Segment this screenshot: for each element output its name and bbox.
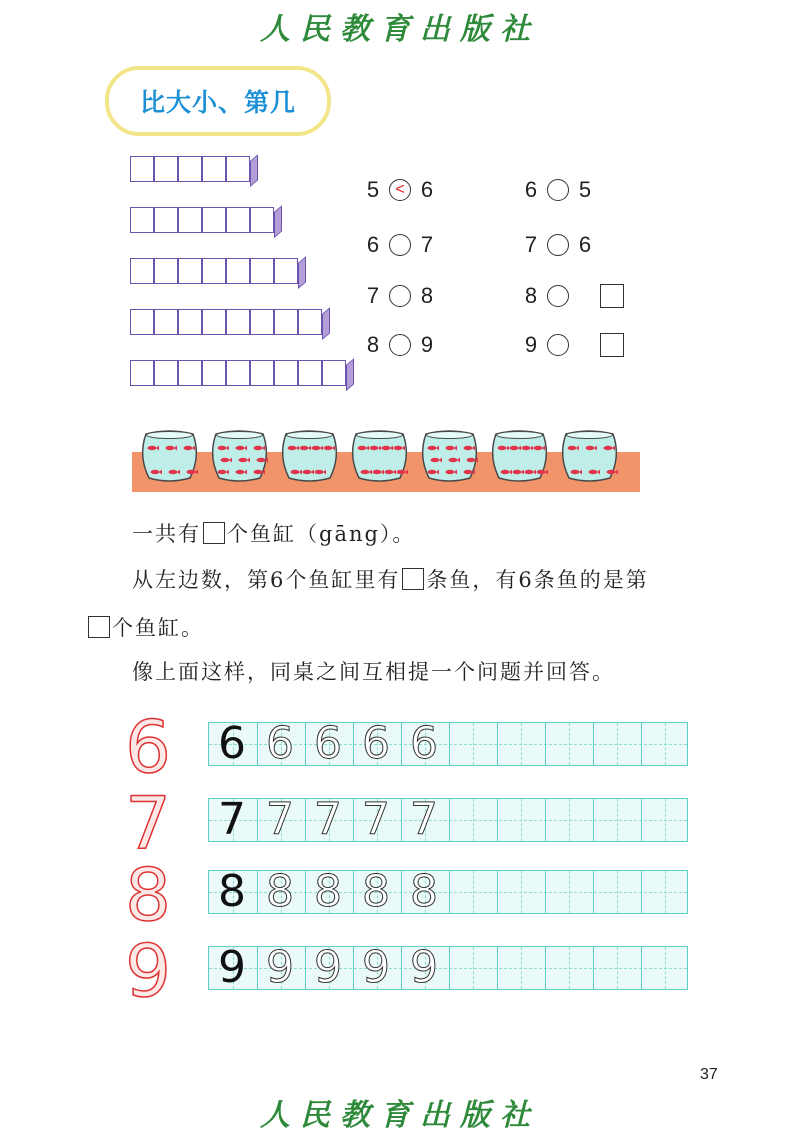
- fish: [288, 446, 297, 450]
- practice-digits: [208, 718, 448, 769]
- grid-divider: [473, 723, 474, 765]
- comparison-item: [364, 232, 436, 258]
- grid-divider: [617, 947, 618, 989]
- grid-divider: [593, 799, 594, 841]
- fish: [431, 458, 440, 462]
- left-number: 6: [366, 232, 380, 257]
- fish-tank: [208, 428, 271, 482]
- grid-divider: [473, 799, 474, 841]
- fish: [525, 470, 534, 474]
- right-number: 9: [420, 332, 434, 357]
- left-number: 7: [366, 283, 380, 308]
- fish: [571, 470, 580, 474]
- compare-sign-circle[interactable]: [389, 234, 411, 256]
- fish-tank: [278, 428, 341, 482]
- bowl-rim: [497, 432, 543, 439]
- bowl-rim: [287, 432, 333, 439]
- grid-divider: [569, 871, 570, 913]
- fish: [166, 446, 175, 450]
- grid-divider: [521, 947, 522, 989]
- grid-divider: [473, 871, 474, 913]
- fish-tank: [348, 428, 411, 482]
- trace-digit[interactable]: 7: [362, 794, 390, 845]
- comparison-item: [364, 177, 436, 203]
- trace-digit[interactable]: 6: [266, 718, 294, 769]
- cube: [226, 360, 250, 386]
- trace-digit[interactable]: 7: [410, 794, 438, 845]
- example-digit: 7: [218, 794, 246, 845]
- grid-divider: [665, 871, 666, 913]
- cube: [178, 156, 202, 182]
- grid-divider: [521, 871, 522, 913]
- fish: [312, 446, 321, 450]
- trace-digit[interactable]: 9: [410, 942, 438, 993]
- left-number: 7: [524, 232, 538, 257]
- fish: [361, 470, 370, 474]
- cube: [130, 258, 154, 284]
- right-number: 7: [420, 232, 434, 257]
- fish: [187, 470, 196, 474]
- right-number: 8: [420, 283, 434, 308]
- fish: [148, 446, 157, 450]
- cube: [202, 360, 226, 386]
- fish: [537, 470, 546, 474]
- grid-divider: [497, 799, 498, 841]
- publisher-logo-bottom: 人民教育出版社: [260, 1098, 540, 1133]
- fish: [315, 470, 324, 474]
- fish: [586, 446, 595, 450]
- grid-divider: [473, 947, 474, 989]
- practice-digits: [208, 866, 448, 917]
- example-digit: 6: [218, 718, 246, 769]
- bowl-rim: [147, 432, 193, 439]
- fish: [303, 470, 312, 474]
- left-number: 8: [524, 283, 538, 308]
- practice-digits: [208, 794, 448, 845]
- cube: [250, 207, 274, 233]
- grid-divider: [497, 871, 498, 913]
- cube: [322, 360, 346, 386]
- bowl-rim: [427, 432, 473, 439]
- fish: [370, 446, 379, 450]
- fish: [467, 458, 476, 462]
- fish: [385, 470, 394, 474]
- fish: [254, 446, 263, 450]
- comparison-item: [522, 177, 594, 203]
- cube: [154, 258, 178, 284]
- fish: [428, 446, 437, 450]
- question-3: 像上面这样，同桌之间互相提一个问题并回答。: [132, 660, 615, 684]
- cube: [298, 309, 322, 335]
- grid-divider: [593, 723, 594, 765]
- cube: [178, 258, 202, 284]
- question-1: 一共有 个鱼缸（gāng）。: [132, 522, 416, 546]
- grid-divider: [593, 947, 594, 989]
- fish: [464, 470, 473, 474]
- fish-tank: [418, 428, 481, 482]
- grid-divider: [617, 799, 618, 841]
- fish: [239, 458, 248, 462]
- cube: [178, 207, 202, 233]
- fish: [218, 470, 227, 474]
- cube: [178, 360, 202, 386]
- answer-box-fish-count[interactable]: [402, 568, 424, 590]
- trace-digit[interactable]: 6: [410, 718, 438, 769]
- fish-tank: [558, 428, 621, 482]
- fish-tank-graphic: [138, 428, 201, 482]
- fish: [446, 470, 455, 474]
- fish: [498, 446, 507, 450]
- fish: [394, 446, 403, 450]
- model-digit: [125, 853, 171, 937]
- grid-divider: [641, 799, 642, 841]
- bowl-rim: [567, 432, 613, 439]
- cube: [130, 360, 154, 386]
- cube: [250, 309, 274, 335]
- fish: [513, 470, 522, 474]
- compare-sign-circle[interactable]: <: [389, 179, 411, 201]
- fish: [449, 458, 458, 462]
- cube: [274, 258, 298, 284]
- cube-side: [298, 256, 306, 289]
- fish: [169, 470, 178, 474]
- model-digit: [125, 705, 171, 789]
- trace-digit[interactable]: 8: [266, 866, 294, 917]
- cube: [226, 156, 250, 182]
- cube: [250, 258, 274, 284]
- cube-side: [250, 154, 258, 187]
- fish-tank-graphic: [488, 428, 551, 482]
- trace-digit[interactable]: 8: [362, 866, 390, 917]
- cube: [130, 156, 154, 182]
- compare-sign-circle[interactable]: [547, 234, 569, 256]
- grid-divider: [449, 799, 450, 841]
- left-number: 8: [366, 332, 380, 357]
- trace-digit[interactable]: 8: [410, 866, 438, 917]
- fish: [428, 470, 437, 474]
- right-number: 6: [420, 177, 434, 202]
- cube-row: [130, 207, 282, 238]
- fish: [291, 470, 300, 474]
- model-digit-glyph: 8: [125, 853, 171, 937]
- trace-digit[interactable]: 7: [314, 794, 342, 845]
- fish: [382, 446, 391, 450]
- fish-tank: [138, 428, 201, 482]
- grid-divider: [617, 871, 618, 913]
- cube: [202, 309, 226, 335]
- grid-divider: [665, 723, 666, 765]
- model-digit-glyph: 9: [125, 929, 171, 1013]
- grid-divider: [449, 947, 450, 989]
- fish: [221, 458, 230, 462]
- fish: [184, 446, 193, 450]
- grid-divider: [449, 871, 450, 913]
- left-number: 5: [366, 177, 380, 202]
- cube: [274, 309, 298, 335]
- fish-tail: [405, 470, 408, 475]
- model-digit: [125, 781, 171, 865]
- left-number: 6: [524, 177, 538, 202]
- cube: [154, 309, 178, 335]
- trace-digit[interactable]: 9: [314, 942, 342, 993]
- cube: [154, 207, 178, 233]
- trace-digit[interactable]: 7: [266, 794, 294, 845]
- grid-divider: [545, 871, 546, 913]
- compare-sign-circle[interactable]: [547, 285, 569, 307]
- fish: [236, 470, 245, 474]
- fish-tail: [615, 470, 618, 475]
- grid-divider: [521, 723, 522, 765]
- model-digit: [125, 929, 171, 1013]
- compare-sign-circle[interactable]: [389, 285, 411, 307]
- publisher-logo-top: 人民教育出版社: [260, 12, 540, 47]
- section-title-badge: [105, 66, 331, 136]
- fish: [589, 470, 598, 474]
- fish: [510, 446, 519, 450]
- cube: [274, 360, 298, 386]
- cube-side: [346, 358, 354, 391]
- fish: [358, 446, 367, 450]
- grid-divider: [545, 723, 546, 765]
- grid-divider: [569, 799, 570, 841]
- comparison-item: [364, 283, 436, 309]
- section-title: 比大小、第几: [139, 88, 296, 117]
- cube: [202, 258, 226, 284]
- practice-digits: [208, 942, 448, 993]
- cube-row: [130, 360, 354, 391]
- comparison-item: [522, 283, 624, 309]
- grid-divider: [641, 723, 642, 765]
- grid-divider: [521, 799, 522, 841]
- cube: [130, 207, 154, 233]
- cube-row: [130, 309, 330, 340]
- fish: [373, 470, 382, 474]
- comparison-item: [522, 232, 594, 258]
- bowl-rim: [357, 432, 403, 439]
- fish: [464, 446, 473, 450]
- left-number: 9: [524, 332, 538, 357]
- fish: [236, 446, 245, 450]
- cube-row: [130, 258, 306, 289]
- grid-divider: [569, 947, 570, 989]
- answer-square[interactable]: [600, 284, 624, 308]
- question-2-continued: 个鱼缸。: [86, 616, 204, 639]
- trace-digit[interactable]: 9: [362, 942, 390, 993]
- cube: [130, 309, 154, 335]
- fish-tank: [488, 428, 551, 482]
- answer-box-tank-position[interactable]: [88, 616, 110, 638]
- fish: [446, 446, 455, 450]
- grid-divider: [641, 947, 642, 989]
- fish: [324, 446, 333, 450]
- fish: [501, 470, 510, 474]
- fish-tank-graphic: [208, 428, 271, 482]
- fish-tank-graphic: [558, 428, 621, 482]
- cube: [226, 207, 250, 233]
- trace-digit[interactable]: 6: [362, 718, 390, 769]
- answer-box-tank-count[interactable]: [203, 522, 225, 544]
- question-2: 从左边数，第6个鱼缸里有 条鱼，有6条鱼的是第: [132, 568, 649, 592]
- answer-square[interactable]: [600, 333, 624, 357]
- grid-divider: [545, 799, 546, 841]
- grid-divider: [641, 871, 642, 913]
- example-digit: 8: [218, 866, 246, 917]
- fish-tail: [545, 470, 548, 475]
- grid-divider: [593, 871, 594, 913]
- fish: [604, 446, 613, 450]
- grid-divider: [497, 723, 498, 765]
- bowl-rim: [217, 432, 263, 439]
- cube: [298, 360, 322, 386]
- fish: [218, 446, 227, 450]
- cube: [154, 360, 178, 386]
- cube-row: [130, 156, 258, 187]
- grid-divider: [449, 723, 450, 765]
- cube: [250, 360, 274, 386]
- cube: [178, 309, 202, 335]
- grid-divider: [545, 947, 546, 989]
- trace-digit[interactable]: 9: [266, 942, 294, 993]
- model-digit-glyph: 7: [125, 781, 171, 865]
- grid-divider: [497, 947, 498, 989]
- grid-divider: [617, 723, 618, 765]
- cube: [202, 156, 226, 182]
- cube-side: [274, 205, 282, 238]
- cube: [202, 207, 226, 233]
- fish: [397, 470, 406, 474]
- cube-side: [322, 307, 330, 340]
- comparison-item: [364, 332, 436, 358]
- fish: [300, 446, 309, 450]
- comparison-item: [522, 332, 624, 358]
- fish-tank-graphic: [348, 428, 411, 482]
- grid-divider: [665, 947, 666, 989]
- grid-divider: [569, 723, 570, 765]
- page-number: 37: [700, 1066, 718, 1083]
- model-digit-glyph: 6: [125, 705, 171, 789]
- compare-sign-circle[interactable]: [389, 334, 411, 356]
- compare-sign-circle[interactable]: [547, 179, 569, 201]
- cube: [154, 156, 178, 182]
- fish-tail: [195, 470, 198, 475]
- trace-digit[interactable]: 6: [314, 718, 342, 769]
- fish-tank-graphic: [278, 428, 341, 482]
- right-number: 6: [578, 232, 592, 257]
- trace-digit[interactable]: 8: [314, 866, 342, 917]
- fish: [151, 470, 160, 474]
- cube: [226, 309, 250, 335]
- fish-tank-graphic: [418, 428, 481, 482]
- fish: [534, 446, 543, 450]
- compare-sign-circle[interactable]: [547, 334, 569, 356]
- example-digit: 9: [218, 942, 246, 993]
- grid-divider: [665, 799, 666, 841]
- fish: [522, 446, 531, 450]
- fish: [607, 470, 616, 474]
- right-number: 5: [578, 177, 592, 202]
- cube: [226, 258, 250, 284]
- fish: [254, 470, 263, 474]
- fish: [257, 458, 266, 462]
- fish-tanks: [138, 428, 621, 482]
- fish: [568, 446, 577, 450]
